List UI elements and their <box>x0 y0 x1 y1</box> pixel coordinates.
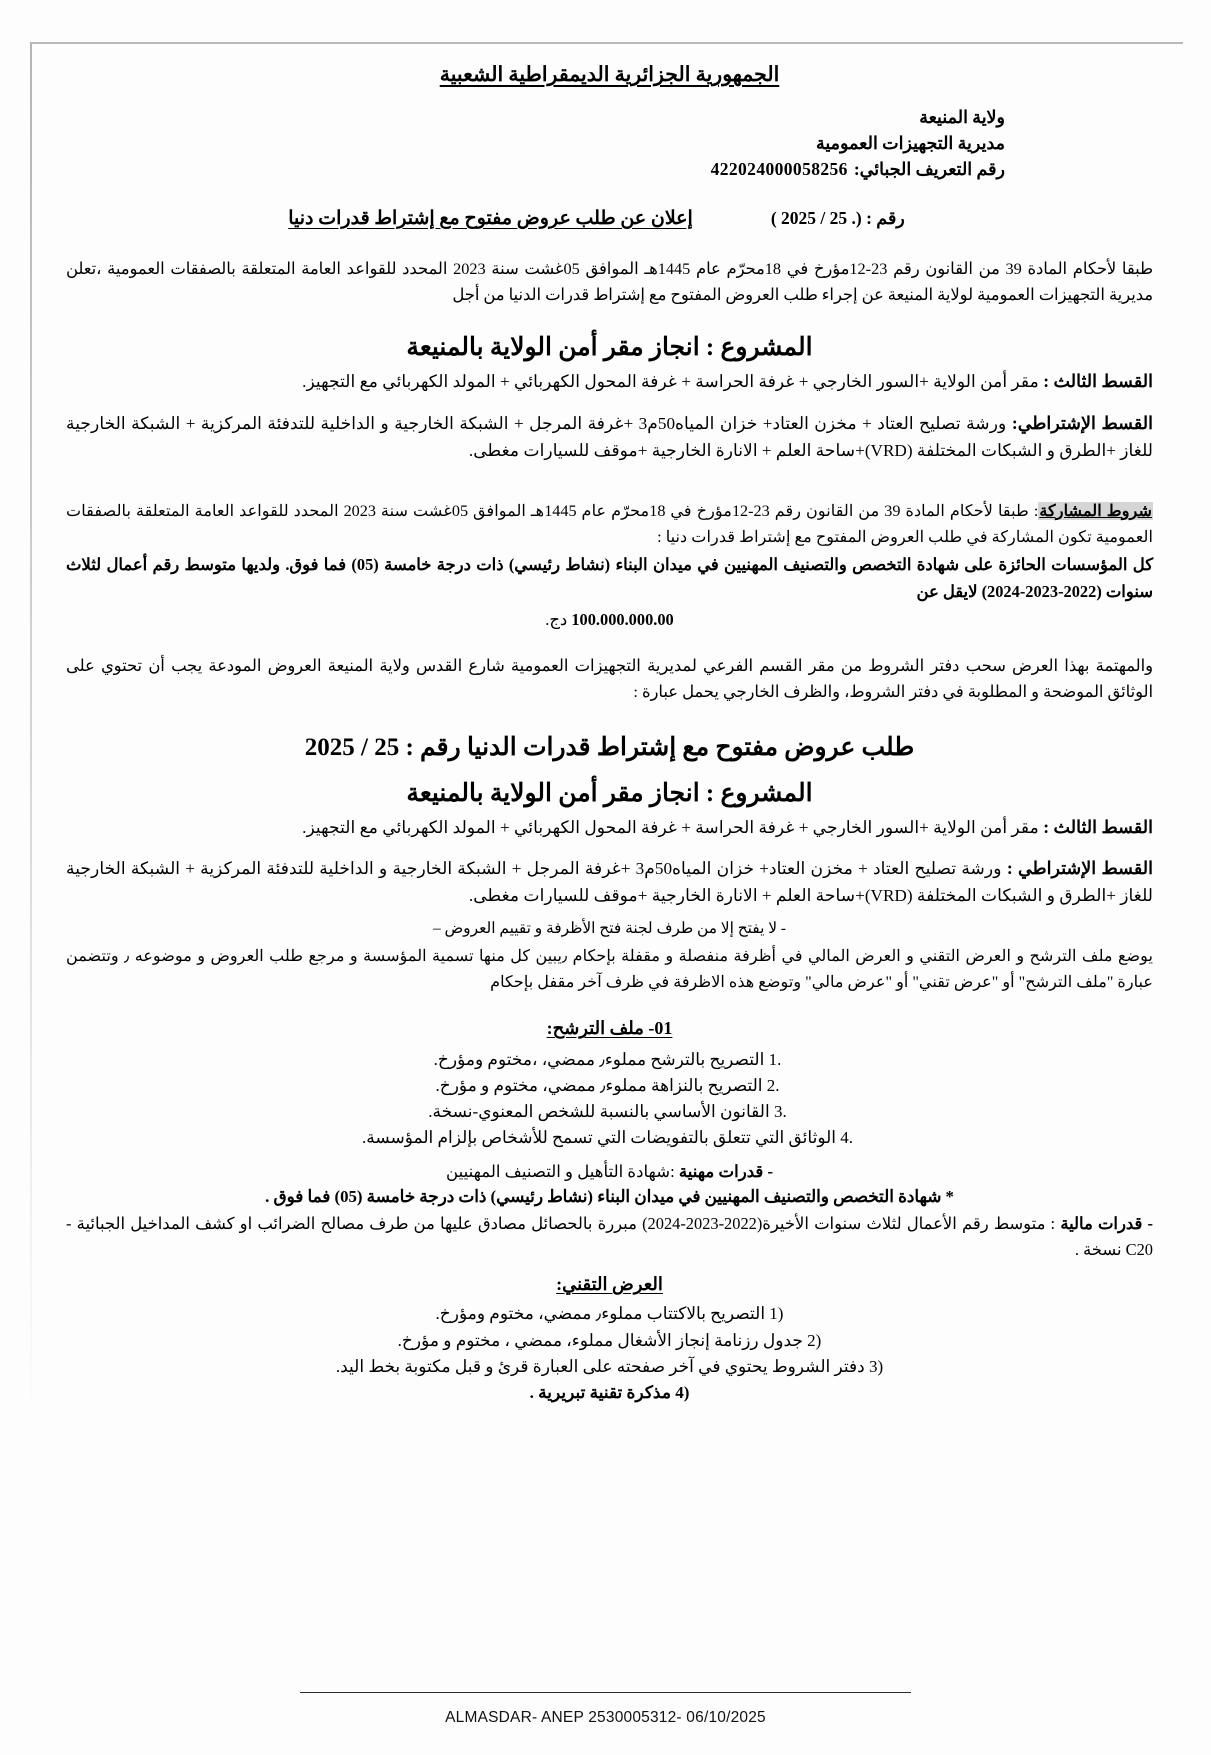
candidacy-item-3-text: القانون الأساسي بالنسبة للشخص المعنوي-نسخة. <box>428 1102 770 1122</box>
technical-item-1-text: التصريح بالاكتتاب مملوء٫ ممضي، مختوم ومؤرخ. <box>435 1304 766 1324</box>
project-lot-conditional <box>66 410 1153 464</box>
candidacy-item-4-text: الوثائق التي تتعلق بالتفويضات التي تسمح للأشخاص بإلزام المؤسسة. <box>361 1127 837 1147</box>
technical-offer-heading: العرض التقني: <box>556 1274 663 1295</box>
envelope-lot3-label: القسط الثالث : <box>1043 816 1153 837</box>
candidacy-item-4-num: 4. <box>840 1127 854 1147</box>
professional-capacity-line <box>66 1159 1153 1185</box>
organisation-block <box>66 105 1153 183</box>
financial-capacity-label: - قدرات مالية <box>1060 1214 1153 1234</box>
project-heading: المشروع : انجاز مقر أمن الولاية بالمنيعة <box>406 334 813 362</box>
footer-divider <box>300 1692 911 1693</box>
nif-label: رقم التعريف الجبائي: <box>853 158 1005 179</box>
announcement-intro: طبقا لأحكام المادة 39 من القانون رقم 23-12مؤرخ في 18محرّم عام 1445هـ الموافق 05غشت سنة 2023 المحدد للقواعد العامة المتعلقة بالصفقات العمومية ،تعلن مديرية التجهيزات العمومية لولاية المنيعة عن إجراء طلب العروض المفتوح مع إشتراط قدرات الدنيا من أجل <box>66 258 1153 305</box>
candidacy-item-2-text: التصريح بالنزاهة مملوء٫ ممضي، مختوم و مؤرخ. <box>435 1076 763 1096</box>
list-item <box>66 1380 1153 1406</box>
announcement-row <box>66 207 1153 230</box>
participation-amount: 100.000.000.00 <box>571 609 674 629</box>
project-lot3-label: القسط الثالث : <box>1043 371 1153 392</box>
scan-edge-left <box>30 42 32 1442</box>
technical-item-4-num: 4) <box>675 1383 690 1403</box>
participation-text: : طبقا لأحكام المادة 39 من القانون رقم 23-12مؤرخ في 18محرّم عام 1445هـ الموافق 05غشت سنة 2023 المحدد للقواعد العامة المتعلقة بالصفقات العمومية تكون المشاركة في طلب العروض المفتوح مع إشتراط قدرات دنيا : <box>66 501 1153 547</box>
project-lot3-body: مقر أمن الولاية +السور الخارجي + غرفة الحراسة + غرفة المحول الكهربائي + المولد الكهربائي مع التجهيز. <box>302 372 1039 392</box>
candidacy-heading: 01- ملف الترشح: <box>546 1018 673 1039</box>
nif-line <box>66 157 1005 183</box>
nif-value: 422024000058256 <box>710 158 848 179</box>
announcement-number: رقم : (. 25 / 2025 ) <box>770 207 905 228</box>
list-item <box>66 1354 1153 1380</box>
candidacy-item-1-text: التصريح بالترشح مملوء٫ ممضي، ،مختوم ومؤرخ. <box>433 1050 765 1070</box>
envelope-note: - لا يفتح إلا من طرف لجنة فتح الأظرفة و تقييم العروض – <box>433 920 786 938</box>
list-item <box>66 1125 1153 1151</box>
participation-amount-suffix: دج. <box>545 609 568 629</box>
envelope-body: يوضع ملف الترشح و العرض التقني و العرض المالي في أظرفة منفصلة و مقفلة بإحكام ٫يبين كل منها تسمية المؤسسة و مرجع طلب العروض و موضوعه ٫ وتتضمن عبارة "ملف الترشح" أو "عرض تقني" أو "عرض مالي" وتوضع هذه الاظرفة في ظرف آخر مقفل بإحكام <box>66 948 1153 992</box>
certification-requirement: * شهادة التخصص والتصنيف المهنيين في ميدان البناء (نشاط رئيسي) ذات درجة خامسة (05) فما فوق . <box>265 1187 954 1207</box>
list-item <box>66 1047 1153 1073</box>
technical-item-4-text: مذكرة تقنية تبريرية . <box>529 1383 671 1403</box>
technical-item-2-text: جدول رزنامة إنجاز الأشغال مملوء، ممضي ، مختوم و مؤرخ. <box>397 1330 803 1350</box>
withdrawal-paragraph: والمهتمة بهذا العرض سحب دفتر الشروط من مقر القسم الفرعي لمديرية التجهيزات العمومية شارع القدس ولاية المنيعة العروض المودعة يجب أن تحتوي على الوثائق الموضحة و المطلوبة في دفتر الشروط، والظرف الخارجي يحمل عبارة : <box>66 656 1153 702</box>
envelope-lot3-body: مقر أمن الولاية +السور الخارجي + غرفة الحراسة + غرفة المحول الكهربائي + المولد الكهربائي مع التجهيز. <box>302 817 1039 837</box>
participation-label: شروط المشاركة <box>1039 501 1153 520</box>
technical-offer-list <box>66 1301 1153 1406</box>
list-item <box>66 1328 1153 1354</box>
envelope-lot3 <box>66 814 1153 841</box>
envelope-lot-conditional-label: القسط الإشتراطي : <box>1006 858 1154 879</box>
financial-capacity-line <box>66 1211 1153 1262</box>
list-item <box>66 1073 1153 1099</box>
scan-edge-top <box>30 42 1183 44</box>
announcement-title: إعلان عن طلب عروض مفتوح مع إشتراط قدرات دنيا <box>288 207 693 229</box>
candidacy-item-3-num: 3. <box>773 1102 787 1122</box>
participation-bold-condition: كل المؤسسات الحائزة على شهادة التخصص والتصنيف المهنيين في ميدان البناء (نشاط رئيسي) ذات درجة خامسة (05) فما فوق. ولديها متوسط رقم أعمال لثلاث سنوات (2022-2023-2024) لايقل عن <box>66 555 1153 601</box>
project-lot-conditional-body: ورشة تصليح العتاد + مخزن العتاد+ خزان المياه50م3 +غرفة المرجل + الشبكة الخارجية و الداخلية للتدفئة المركزية + الشبكة الخارجية للغاز +الطرق و الشبكات المختلفة (VRD)+ساحة العلم + الانارة الخارجية +موقف للسيارات مغطى. <box>66 413 1153 460</box>
participation-paragraph <box>66 498 1153 550</box>
candidacy-list <box>66 1047 1153 1150</box>
envelope-title: طلب عروض مفتوح مع إشتراط قدرات الدنيا رقم : 25 / 2025 <box>304 733 915 761</box>
candidacy-item-1-num: 1. <box>768 1050 782 1070</box>
participation-amount-line <box>66 607 1153 633</box>
candidacy-item-2-num: 2. <box>766 1076 780 1096</box>
professional-capacity-label: - قدرات مهنية <box>678 1161 774 1181</box>
list-item <box>66 1099 1153 1125</box>
republic-title: الجمهورية الجزائرية الديمقراطية الشعبية <box>439 64 780 86</box>
project-lot3 <box>66 368 1153 395</box>
technical-item-1-num: 1) <box>769 1304 784 1324</box>
technical-item-3-text: دفتر الشروط يحتوي في آخر صفحته على العبارة قرئ و قبل مكتوبة بخط اليد. <box>335 1356 865 1376</box>
wilaya-line: ولاية المنيعة <box>919 107 1005 127</box>
technical-item-3-num: 3) <box>868 1356 884 1376</box>
envelope-lot-conditional <box>66 855 1153 909</box>
list-item <box>66 1301 1153 1327</box>
envelope-project-heading: المشروع : انجاز مقر أمن الولاية بالمنيعة <box>406 779 813 807</box>
footer-reference: ALMASDAR- ANEP 2530005312- 06/10/2025 <box>445 1709 766 1726</box>
document-content <box>66 52 1153 1755</box>
envelope-lot-conditional-body: ورشة تصليح العتاد + مخزن العتاد+ خزان المياه50م3 +غرفة المرجل + الشبكة الخارجية و الداخلية للتدفئة المركزية + الشبكة الخارجية للغاز +الطرق و الشبكات المختلفة (VRD)+ساحة العلم + الانارة الخارجية +موقف للسيارات مغطى. <box>66 859 1153 906</box>
directorate-line: مديرية التجهيزات العمومية <box>815 132 1005 153</box>
professional-capacity-text: :شهادة التأهيل و التصنيف المهنيين <box>445 1161 675 1181</box>
technical-item-2-num: 2) <box>807 1330 822 1350</box>
project-lot-conditional-label: القسط الإشتراطي: <box>1011 412 1154 433</box>
financial-capacity-text: : متوسط رقم الأعمال لثلاث سنوات الأخيرة(2022-2023-2024) مبررة بالحصائل مصادق عليها من طرف مصالح الضرائب او كشف المداخيل الجبائية - C20 نسخة . <box>66 1214 1153 1259</box>
